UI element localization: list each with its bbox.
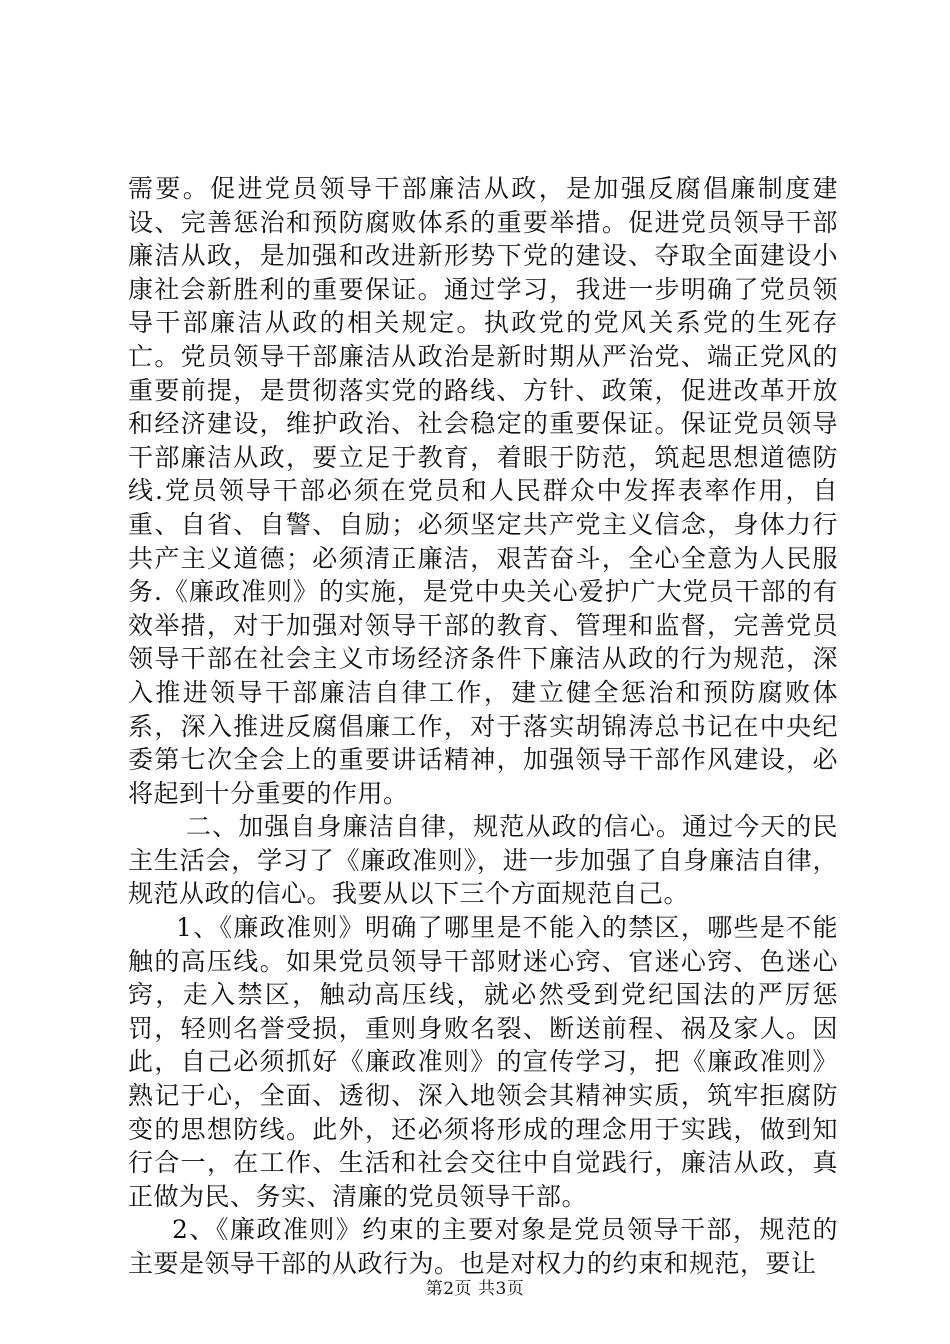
document-body	[128, 172, 838, 1281]
paragraph-section-two: 二、加强自身廉洁自律，规范从政的信心。通过今天的民主生活会，学习了《廉政准则》，进一步加强了自身廉洁自律，规范从政的信心。我要从以下三个方面规范自己。	[128, 812, 838, 909]
paragraph-item-one: 1、《廉政准则》明确了哪里是不能入的禁区，哪些是不能触的高压线。如果党员领导干部财迷心窍、官迷心窍、色迷心窍，走入禁区，触动高压线，就必然受到党纪国法的严厉惩罚，轻则名誉受损，重则身败名裂、断送前程、祸及家人。因此，自己必须抓好《廉政准则》的宣传学习，把《廉政准则》熟记于心，全面、透彻、深入地领会其精神实质，筑牢拒腐防变的思想防线。此外，还必须将形成的理念用于实践，做到知行合一，在工作、生活和社会交往中自觉践行，廉洁从政，真正做为民、务实、清廉的党员领导干部。	[128, 913, 838, 1211]
paragraph-item-two: 2、《廉政准则》约束的主要对象是党员领导干部，规范的主要是领导干部的从政行为。也是对权力的约束和规范，要让	[128, 1215, 838, 1278]
paragraph-continued: 需要。促进党员领导干部廉洁从政，是加强反腐倡廉制度建设、完善惩治和预防腐败体系的重要举措。促进党员领导干部廉洁从政，是加强和改进新形势下党的建设、夺取全面建设小康社会新胜利的重要保证。通过学习，我进一步明确了党员领导干部廉洁从政的相关规定。执政党的党风关系党的生死存亡。党员领导干部廉洁从政治是新时期从严治党、端正党风的重要前提，是贯彻落实党的路线、方针、政策，促进改革开放和经济建设，维护政治、社会稳定的重要保证。保证党员领导干部廉洁从政，要立足于教育，着眼于防范，筑起思想道德防线.党员领导干部必须在党员和人民群众中发挥表率作用，自重、自省、自警、自励；必须坚定共产党主义信念，身体力行共产主义道德；必须清正廉洁，艰苦奋斗，全心全意为人民服务.《廉政准则》的实施，是党中央关心爱护广大党员干部的有效举措，对于加强对领导干部的教育、管理和监督，完善党员领导干部在社会主义市场经济条件下廉洁从政的行为规范，深入推进领导干部廉洁自律工作，建立健全惩治和预防腐败体系，深入推进反腐倡廉工作，对于落实胡锦涛总书记在中央纪委第七次全会上的重要讲话精神，加强领导干部作风建设，必将起到十分重要的作用。	[128, 174, 838, 808]
page-number-footer: 第2页 共3页	[425, 1279, 525, 1299]
